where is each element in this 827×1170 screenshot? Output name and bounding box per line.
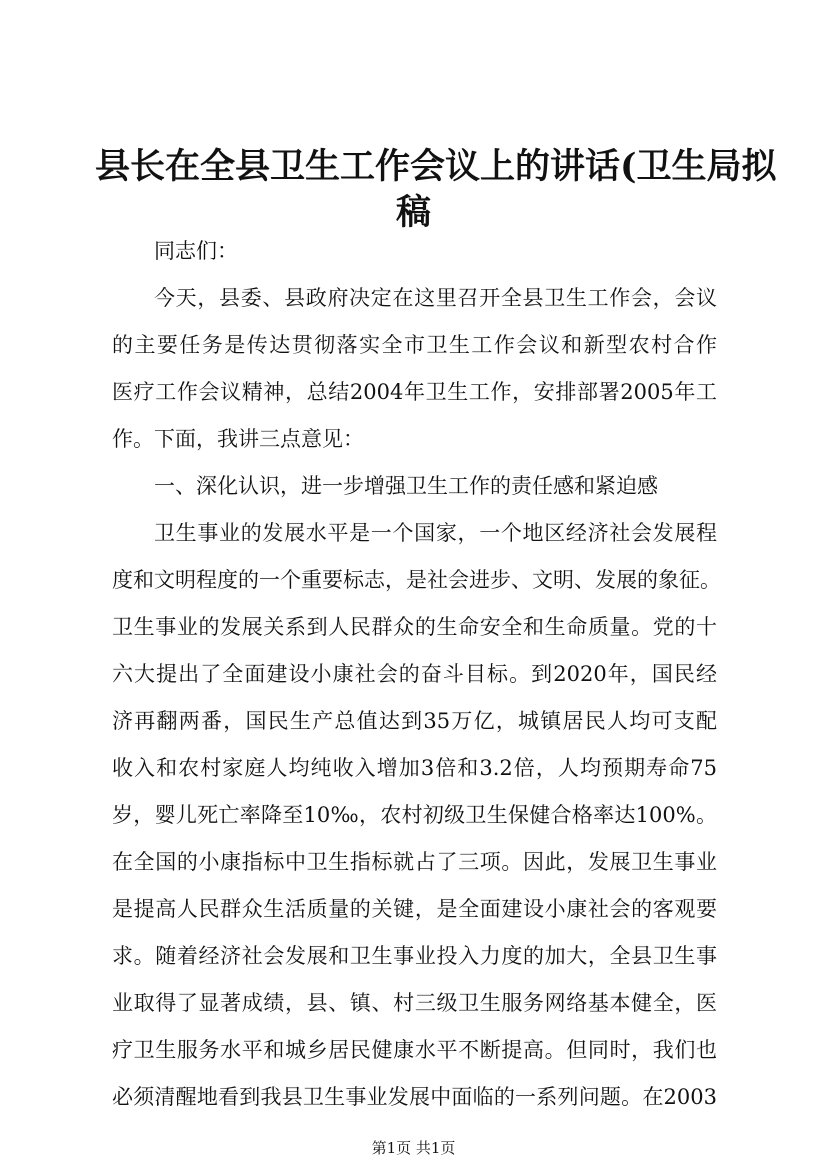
body-line: 在全国的小康指标中卫生指标就占了三项。因此，发展卫生事业 [112, 850, 717, 874]
salutation: 同志们： [154, 239, 238, 263]
body-line: 必须清醒地看到我县卫生事业发展中面临的一系列问题。在2003 [112, 1085, 717, 1109]
body-line: 求。随着经济社会发展和卫生事业投入力度的加大，全县卫生事 [112, 944, 717, 968]
page-footer: 第1页 共1页 [371, 1139, 456, 1157]
document-title-line-2: 稿 [395, 192, 431, 233]
document-title-line-1: 县长在全县卫生工作会议上的讲话(卫生局拟 [95, 146, 777, 187]
body-line: 业取得了显著成绩，县、镇、村三级卫生服务网络基本健全，医 [112, 991, 717, 1015]
body-line: 今天，县委、县政府决定在这里召开全县卫生工作会，会议 [154, 286, 717, 310]
body-line: 卫生事业的发展关系到人民群众的生命安全和生命质量。党的十 [112, 615, 717, 639]
body-line: 作。下面，我讲三点意见： [112, 427, 364, 451]
section-heading: 一、深化认识，进一步增强卫生工作的责任感和紧迫感 [154, 474, 658, 498]
body-line: 医疗工作会议精神，总结2004年卫生工作，安排部署2005年工 [112, 380, 717, 404]
body-line: 疗卫生服务水平和城乡居民健康水平不断提高。但同时，我们也 [112, 1038, 717, 1062]
body-line: 是提高人民群众生活质量的关键，是全面建设小康社会的客观要 [112, 897, 717, 921]
body-line: 的主要任务是传达贯彻落实全市卫生工作会议和新型农村合作 [112, 333, 717, 357]
body-line: 六大提出了全面建设小康社会的奋斗目标。到2020年，国民经 [112, 662, 717, 686]
body-line: 收入和农村家庭人均纯收入增加3倍和3.2倍，人均预期寿命75 [112, 756, 717, 780]
body-line: 岁，婴儿死亡率降至10‰，农村初级卫生保健合格率达100%。 [112, 803, 717, 827]
body-line: 济再翻两番，国民生产总值达到35万亿，城镇居民人均可支配 [112, 709, 717, 733]
body-line: 卫生事业的发展水平是一个国家，一个地区经济社会发展程 [154, 521, 717, 545]
body-line: 度和文明程度的一个重要标志，是社会进步、文明、发展的象征。 [112, 568, 721, 592]
